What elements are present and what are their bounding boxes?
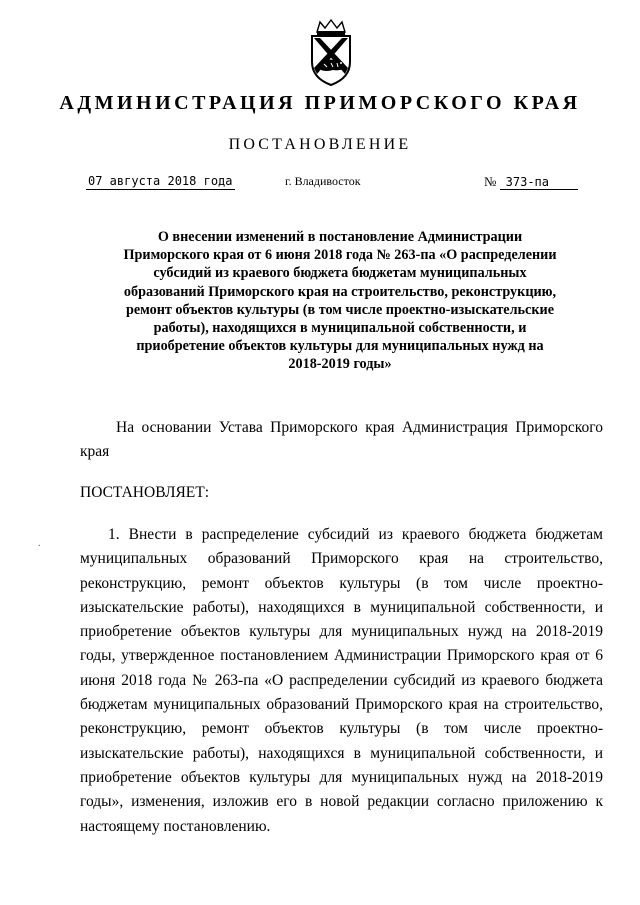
margin-dot: . bbox=[38, 538, 41, 549]
number-label: № bbox=[484, 174, 497, 189]
document-title: О внесении изменений в постановление Администрации Приморского края от 6 июня 2018 года № 263-па «О распределении субсидий из краевого бюджета бюджетам муниципальных образований Приморского края на строительство, реконструкцию, ремонт объектов культуры (в том числе проектно-изыскательские работы), находящихся в муниципальной собственности, и приобретение объектов культуры для муниципальных нужд на 2018-2019 годы» bbox=[123, 229, 557, 373]
basis-paragraph: На основании Устава Приморского края Администрация Приморского края bbox=[80, 419, 603, 460]
document-date: 07 августа 2018 года bbox=[88, 174, 233, 188]
document-type: ПОСТАНОВЛЕНИЕ bbox=[228, 136, 412, 153]
document-city: г. Владивосток bbox=[285, 174, 361, 188]
document-number bbox=[484, 174, 578, 190]
coat-of-arms-icon bbox=[300, 18, 362, 88]
decree-heading: ПОСТАНОВЛЯЕТ: bbox=[80, 484, 210, 501]
paragraph-1: 1. Внести в распределение субсидий из краевого бюджета бюджетам муниципальных образований Приморского края на строительство, реконструкцию, ремонт объектов культуры (в том числе проектно-изыскательские работы), находящихся в муниципальной собственности, и приобретение объектов культуры для муниципальных нужд на 2018-2019 годы, утвержденное постановлением Администрации Приморского края от 6 июня 2018 года № 263-па «О распределении субсидий из краевого бюджета бюджетам муниципальных образований Приморского края на строительство, реконструкцию, ремонт объектов культуры (в том числе проектно-изыскательские работы), находящихся в муниципальной собственности, и приобретение объектов культуры для муниципальных нужд на 2018-2019 годы», изменения, изложив его в новой редакции согласно приложению к настоящему постановлению. bbox=[80, 526, 603, 835]
organization-title: АДМИНИСТРАЦИЯ ПРИМОРСКОГО КРАЯ bbox=[59, 92, 581, 114]
number-value: 373-па bbox=[500, 175, 578, 190]
